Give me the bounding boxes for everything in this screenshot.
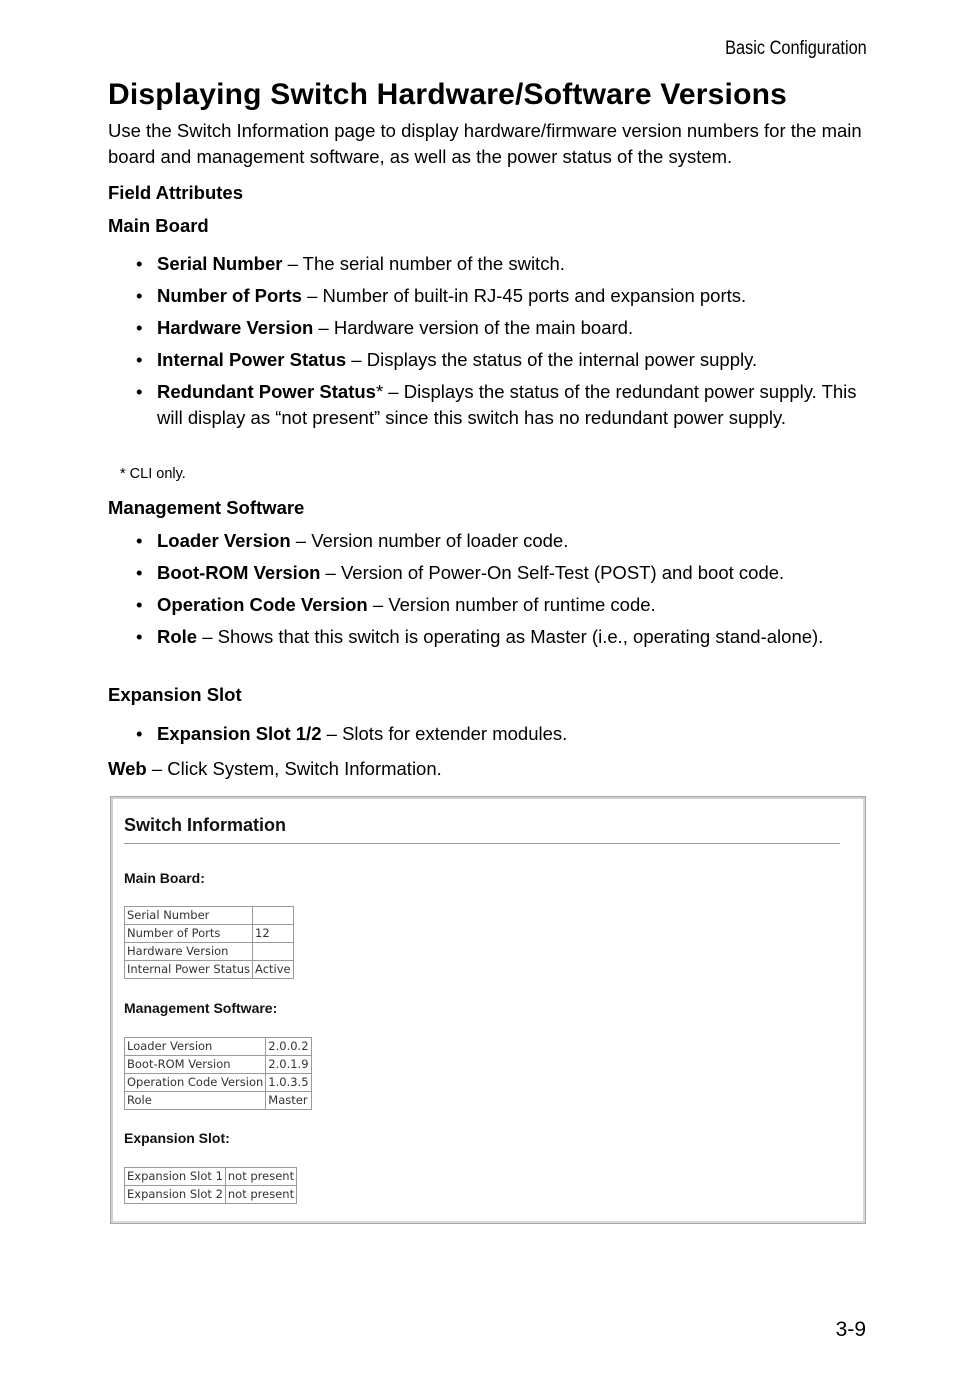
screenshot-title: Switch Information [124, 815, 286, 835]
table-row: Loader Version 2.0.0.2 [125, 1038, 312, 1056]
screenshot-management-heading: Management Software: [124, 1000, 278, 1016]
footnote: * CLI only. [120, 466, 186, 482]
list-item: • Number of Ports – Number of built-in RJ-45 ports and expansion ports. [136, 283, 876, 309]
table-row: Hardware Version [125, 943, 294, 961]
table-row: Role Master [125, 1092, 312, 1110]
table-row: Expansion Slot 2 not present [125, 1186, 297, 1204]
field-attributes-heading: Field Attributes [108, 182, 243, 203]
list-item: • Internal Power Status – Displays the status of the internal power supply. [136, 347, 876, 373]
list-item: • Redundant Power Status* – Displays the status of the redundant power supply. This will display as “not present” since this switch has no redundant power supply. [136, 379, 876, 431]
switch-information-screenshot [110, 796, 866, 1224]
intro-paragraph: Use the Switch Information page to display hardware/firmware version numbers for the main board and management software, as well as the power status of the system. [108, 120, 862, 167]
expansion-slot-table [124, 1167, 297, 1204]
management-software-heading: Management Software [108, 497, 305, 518]
list-item: • Boot-ROM Version – Version of Power-On Self-Test (POST) and boot code. [136, 560, 876, 586]
list-item: • Expansion Slot 1/2 – Slots for extender modules. [136, 721, 876, 747]
table-row: Internal Power Status Active [125, 961, 294, 979]
title-divider [124, 843, 840, 844]
expansion-slot-heading: Expansion Slot [108, 684, 242, 705]
main-board-list [136, 251, 876, 431]
main-board-table [124, 906, 294, 979]
table-row: Number of Ports 12 [125, 925, 294, 943]
running-header: Basic Configuration [725, 38, 867, 59]
screenshot-expansion-heading: Expansion Slot: [124, 1130, 230, 1146]
management-software-table [124, 1037, 312, 1110]
expansion-slot-list [136, 721, 876, 747]
screenshot-main-board-heading: Main Board: [124, 870, 205, 886]
table-row: Serial Number [125, 907, 294, 925]
list-item: • Role – Shows that this switch is operating as Master (i.e., operating stand-alone). [136, 624, 876, 650]
page-number: 3-9 [835, 1318, 866, 1341]
table-row: Expansion Slot 1 not present [125, 1168, 297, 1186]
table-row: Operation Code Version 1.0.3.5 [125, 1074, 312, 1092]
list-item: • Loader Version – Version number of loader code. [136, 528, 876, 554]
management-software-list [136, 528, 876, 650]
list-item: • Hardware Version – Hardware version of the main board. [136, 315, 876, 341]
web-instruction: Web – Click System, Switch Information. [108, 758, 442, 779]
page-title: Displaying Switch Hardware/Software Versions [108, 78, 788, 111]
list-item: • Operation Code Version – Version number of runtime code. [136, 592, 876, 618]
list-item: • Serial Number – The serial number of the switch. [136, 251, 876, 277]
table-row: Boot-ROM Version 2.0.1.9 [125, 1056, 312, 1074]
main-board-heading: Main Board [108, 215, 209, 236]
